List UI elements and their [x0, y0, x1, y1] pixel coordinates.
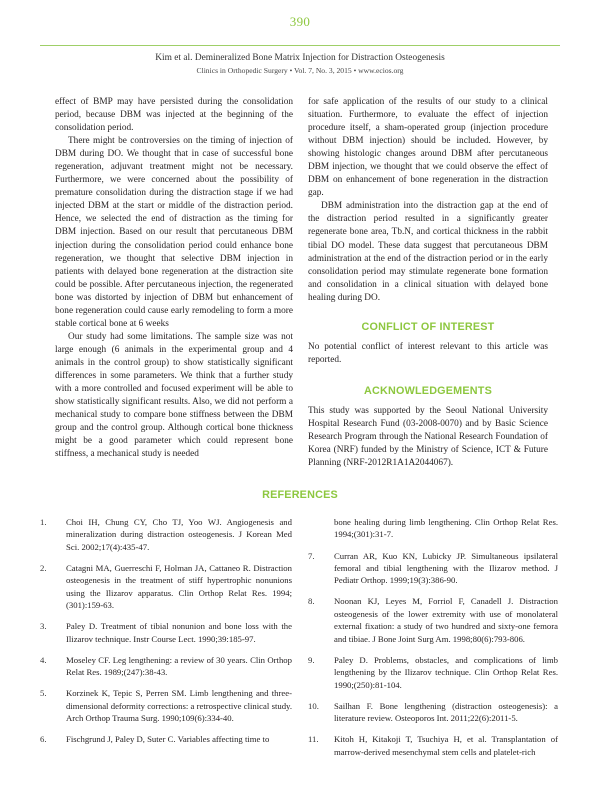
reference-text: Curran AR, Kuo KN, Lubicky JP. Simultaneous ipsilateral femoral and tibial lengthening with the Ilizarov method. J Pediatr Orthop. 1999;19(3):386-90.: [334, 550, 558, 586]
acknowledgements-text: This study was supported by the Seoul National University Hospital Research Fund (03-2008-0070) and by Basic Science Research Program through the National Research Foundation of Korea (NRF) funded by the Ministry of Science, ICT & Future Planning (NRF-2012R1A1A2044067).: [308, 405, 548, 469]
reference-number: 2.: [40, 562, 47, 573]
reference-text: Fischgrund J, Paley D, Suter C. Variables affecting time to: [66, 734, 270, 745]
page-number: 390: [289, 14, 311, 29]
right-text-column: [308, 96, 548, 470]
reference-text: Noonan KJ, Leyes M, Forriol F, Canadell J. Distraction osteogenesis of the lower extremity with use of monolateral external fixation: a study of two hundred and sixty-one femora and tibiae. J Bone Joint Surg Am. 1998;80(6):793-806.: [334, 596, 558, 644]
running-title: Kim et al. Demineralized Bone Matrix Injection for Distraction Osteogenesis: [155, 53, 445, 63]
journal-info: Clinics in Orthopedic Surgery • Vol. 7, No. 3, 2015 • www.ecios.org: [196, 66, 404, 75]
reference-text: Catagni MA, Guerreschi F, Holman JA, Cattaneo R. Distraction osteogenesis in the treatment of stiff hypertrophic nonunions using the Ilizarov apparatus. Clin Orthop Relat Res. 1994;(301):159-63.: [66, 562, 292, 611]
reference-item: [308, 595, 558, 645]
reference-item: [40, 733, 292, 745]
reference-text: Choi IH, Chung CY, Cho TJ, Yoo WJ. Angiogenesis and mineralization during distraction osteogenesis. J Korean Med Sci. 2002;17(4):435-47.: [66, 517, 292, 552]
reference-item: [308, 550, 558, 587]
paragraph: There might be controversies on the timing of injection of DBM during DO. We thought that in case of successful bone regeneration, adjuvant treatment might not be necessary. Furthermore, we were concerned about the possibility of premature consolidation during the distraction stage if we had injected DBM at the start or middle of the distraction period. Hence, we selected the end of distraction as the timing for DBM injection. Based on our result that percutaneous DBM injection during the consolidation period could enhance bone regeneration, we thought that selective DBM injection in patients with delayed bone regeneration at the distraction site could be possible. After percutaneous injection, the regenerated bone was distorted by injection of DBM but enhancement of bone regeneration could cause early remodeling to form a more stable cortical bone at 6 weeks: [55, 136, 293, 329]
reference-text: Korzinek K, Tepic S, Perren SM. Limb lengthening and three-dimensional deformity corrections: a retrospective clinical study. Arch Orthop Trauma Surg. 1990;109(6):334-40.: [66, 688, 292, 724]
reference-item: [308, 733, 558, 758]
reference-item: [308, 700, 558, 725]
reference-item: [308, 654, 558, 691]
reference-item: [40, 562, 292, 612]
reference-number: 1.: [40, 517, 47, 527]
reference-number: 5.: [40, 688, 47, 699]
reference-item: [308, 516, 558, 541]
reference-number: 6.: [40, 734, 47, 745]
reference-text: Sailhan F. Bone lengthening (distraction osteogenesis): a literature review. Osteoporos Int. 2011;22(6):2011-5.: [334, 700, 558, 724]
paragraph: effect of BMP may have persisted during the consolidation period, because DBM was injected at the beginning of the consolidation period.: [55, 97, 293, 134]
reference-item: [40, 620, 292, 645]
reference-number: 7.: [308, 550, 315, 561]
reference-number: 8.: [308, 596, 315, 607]
reference-item: [40, 516, 292, 553]
acknowledgements-heading: ACKNOWLEDGEMENTS: [364, 384, 492, 397]
left-text-column: [55, 96, 293, 461]
reference-number: 9.: [308, 654, 315, 665]
reference-text: Kitoh H, Kitakoji T, Tsuchiya H, et al. Transplantation of marrow-derived mesenchymal stem cells and platelet-rich: [334, 734, 558, 757]
reference-text: Paley D. Treatment of tibial nonunion and bone loss with the Ilizarov technique. Instr Course Lect. 1990;39:185-97.: [66, 621, 292, 644]
reference-text: bone healing during limb lengthening. Clin Orthop Relat Res. 1994;(301):31-7.: [334, 517, 558, 540]
references-right-column: [308, 516, 558, 767]
reference-item: [40, 687, 292, 724]
reference-text: Paley D. Problems, obstacles, and complications of limb lengthening by the Ilizarov technique. Clin Orthop Relat Res. 1990;(250):81-104.: [334, 654, 558, 690]
reference-item: [40, 654, 292, 679]
reference-text: Moseley CF. Leg lengthening: a review of 30 years. Clin Orthop Relat Res. 1989;(247):38-43.: [66, 654, 292, 678]
conflict-of-interest-text: No potential conflict of interest relevant to this article was reported.: [308, 341, 548, 365]
paragraph: for safe application of the results of our study to a clinical situation. Furthermore, to evaluate the effect of injection procedure itself, a sham-operated group (injection procedure without DBM injection) should be included. However, by showing histologic changes around DBM after percutaneous DBM injection, we thought that we could observe the effect of DBM on enhancement of bone regeneration in the distraction gap.: [308, 97, 548, 199]
reference-number: 10.: [308, 700, 319, 711]
reference-number: [308, 516, 334, 541]
paragraph: Our study had some limitations. The sample size was not large enough (6 animals in the experimental group and 4 animals in the control group) to show statistically significant differences in some parameters. We think that a further study with a more controlled and focused experiment will be able to show statistically significant results. Also, we did not perform a mechanical study to compare bone stiffness between the DBM group and the control group. Although cortical bone thickness might be a good parameter which could represent bone stiffness, a mechanical study is needed: [55, 331, 293, 460]
references-left-column: [40, 516, 292, 754]
paragraph: DBM administration into the distraction gap at the end of the distraction period resulted in a significantly greater regenerate bone area, Tb.N, and cortical thickness in the rabbit tibial DO model. These data suggest that percutaneous DBM administration at the end of the distraction period or in the early consolidation period may stimulate regenerate bone formation and consolidation in a clinical situation with delayed bone healing during DO.: [308, 201, 548, 303]
conflict-of-interest-heading: CONFLICT OF INTEREST: [361, 320, 495, 333]
reference-number: 4.: [40, 654, 47, 665]
references-heading: REFERENCES: [262, 489, 338, 501]
header-rule: [40, 45, 560, 46]
reference-number: 11.: [308, 734, 319, 745]
reference-number: 3.: [40, 621, 47, 632]
